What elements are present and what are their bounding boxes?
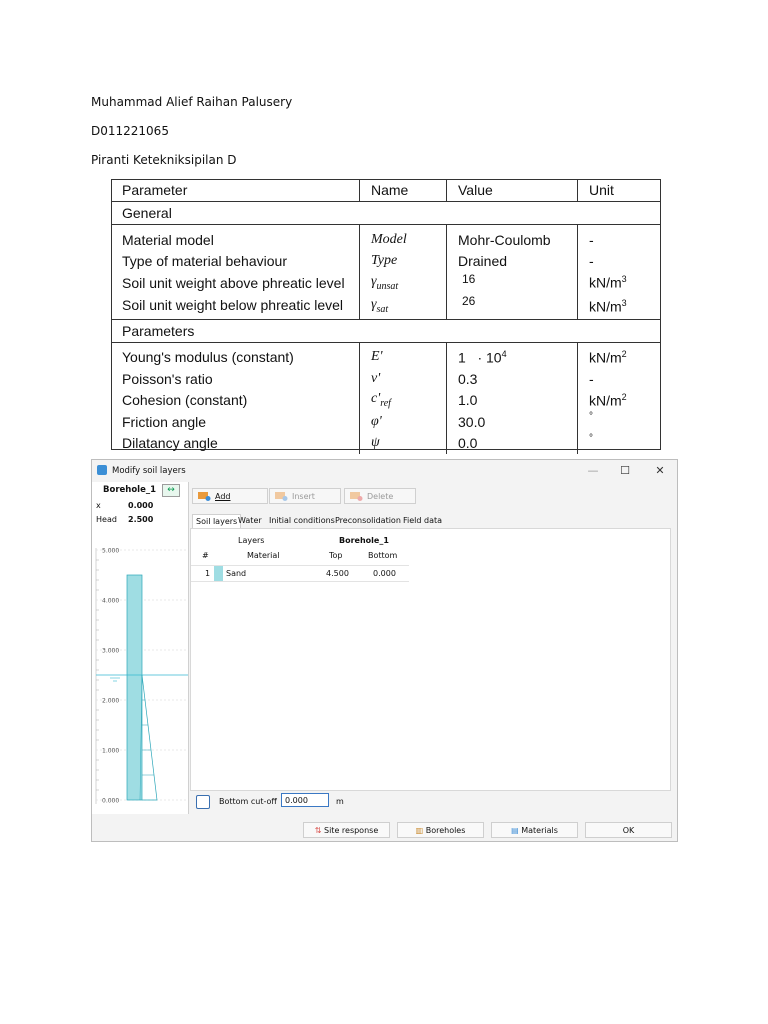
param-cell: Type of material behaviour <box>122 253 287 270</box>
name-subscript: sat <box>376 303 389 315</box>
axis-tick-label: 4.000 <box>102 597 120 605</box>
param-cell: Friction angle <box>122 413 207 430</box>
ok-button[interactable]: OK <box>585 822 672 838</box>
row-top[interactable]: 4.500 <box>326 569 349 578</box>
param-cell: Cohesion (constant) <box>122 392 248 409</box>
cutoff-label: Bottom cut-off <box>219 797 277 806</box>
table-row[interactable] <box>191 565 409 581</box>
group-layers: Layers <box>238 536 265 545</box>
value-cell: 0.0 <box>447 433 578 455</box>
value-cell <box>447 342 578 368</box>
name-symbol: γ <box>371 273 377 289</box>
name-cell: ψ <box>360 433 447 455</box>
maximize-icon[interactable]: ☐ <box>620 464 630 477</box>
section-general: General <box>111 202 660 225</box>
unit-text: kN/m <box>589 392 622 409</box>
value-text: 1 · 10 <box>458 349 502 366</box>
borehole-plot <box>92 544 188 814</box>
app-icon <box>97 465 107 475</box>
name-cell: Model <box>360 225 447 251</box>
boreholes-icon: ▥ <box>415 826 424 835</box>
value-cell: 26 <box>447 294 578 320</box>
grid-row-divider <box>191 581 409 582</box>
value-cell: 30.0 <box>447 411 578 433</box>
head-label: Head <box>96 515 117 524</box>
unit-sup: 2 <box>621 348 627 359</box>
site-response-button[interactable] <box>303 822 390 838</box>
name-symbol: c' <box>371 391 381 407</box>
borehole-pane <box>92 482 189 814</box>
unit-cell: ° <box>578 411 661 433</box>
cutoff-bar <box>190 791 669 813</box>
close-icon[interactable]: ✕ <box>655 464 665 477</box>
unit-cell: ° <box>578 433 661 455</box>
unit-cell <box>578 272 661 294</box>
delete-label: Delete <box>367 492 394 501</box>
value-sup: 4 <box>501 348 507 359</box>
unit-cell: - <box>578 251 661 273</box>
col-name: Name <box>360 179 447 202</box>
site-response-label: Site response <box>324 826 379 835</box>
name-subscript: ref <box>380 398 391 410</box>
unit-text: kN/m <box>589 298 622 315</box>
delete-layer-icon <box>350 492 363 501</box>
name-cell <box>360 294 447 320</box>
col-top: Top <box>329 551 343 560</box>
col-bottom: Bottom <box>368 551 398 560</box>
modify-soil-layers-dialog <box>91 459 678 842</box>
param-cell: Soil unit weight below phreatic level <box>111 294 360 320</box>
soil-layers-panel <box>190 528 671 791</box>
unit-text: kN/m <box>589 349 622 366</box>
unit-sup: 3 <box>621 274 627 285</box>
materials-button[interactable] <box>491 822 578 838</box>
axis-tick-label: 3.000 <box>102 647 120 655</box>
x-value[interactable]: 0.000 <box>128 501 154 510</box>
head-value[interactable]: 2.500 <box>128 515 154 524</box>
bottom-cutoff-checkbox[interactable] <box>196 795 210 809</box>
unit-cell: - <box>578 368 661 390</box>
pressure-triangle <box>142 675 157 800</box>
tab-preconsolidation[interactable]: Preconsolidation <box>335 516 401 525</box>
add-label: Add <box>215 492 231 501</box>
move-borehole-icon[interactable]: ↔ <box>162 484 180 497</box>
author-name: Muhammad Alief Raihan Palusery <box>91 95 293 109</box>
materials-icon: ▤ <box>511 826 519 835</box>
unit-text: kN/m <box>589 275 622 292</box>
boreholes-label: Boreholes <box>425 826 466 835</box>
student-id: D011221065 <box>91 124 169 138</box>
water-pressure-diagram <box>140 675 157 800</box>
name-subscript: unsat <box>376 280 399 292</box>
tab-soil-layers[interactable]: Soil layers <box>192 514 241 529</box>
col-parameter: Parameter <box>111 179 360 202</box>
name-cell: ν' <box>360 368 447 390</box>
axis-tick-label: 2.000 <box>102 697 120 705</box>
col-material: Material <box>247 551 280 560</box>
value-cell: Mohr-Coulomb <box>447 225 578 251</box>
boreholes-button[interactable] <box>397 822 484 838</box>
dialog-title: Modify soil layers <box>112 466 186 476</box>
tab-field-data[interactable]: Field data <box>403 516 443 525</box>
axis-tick-label: 1.000 <box>102 747 120 755</box>
unit-cell <box>578 390 661 412</box>
unit-sup: 2 <box>621 391 627 402</box>
value-cell: Drained <box>447 251 578 273</box>
value-cell: 16 <box>447 272 578 294</box>
title-bar <box>92 460 677 482</box>
head-row <box>96 515 154 524</box>
tab-water[interactable]: Water <box>238 516 262 525</box>
tab-initial-conditions[interactable]: Initial conditions <box>269 516 335 525</box>
name-symbol: γ <box>371 297 377 313</box>
add-button[interactable] <box>192 488 268 504</box>
name-cell <box>360 272 447 294</box>
x-label: x <box>96 501 101 510</box>
material-color-swatch <box>214 566 223 581</box>
insert-layer-icon <box>275 492 288 501</box>
materials-label: Materials <box>521 826 558 835</box>
minimize-icon[interactable]: — <box>587 464 599 477</box>
value-cell: 1.0 <box>447 390 578 412</box>
name-cell: Type <box>360 251 447 273</box>
name-cell: E' <box>360 342 447 368</box>
col-value: Value <box>447 179 578 202</box>
delete-button[interactable] <box>344 488 416 504</box>
soil-layer-column[interactable] <box>127 575 142 800</box>
col-number: # <box>202 551 209 560</box>
param-cell: Young's modulus (constant) <box>122 349 294 366</box>
unit-cell <box>578 294 661 320</box>
col-unit: Unit <box>578 179 661 202</box>
borehole-name: Borehole_1 <box>103 485 157 495</box>
parameter-table <box>111 179 660 454</box>
param-cell: Poisson's ratio <box>122 370 213 387</box>
water-level-icon <box>110 678 120 681</box>
unit-cell <box>578 342 661 368</box>
axis-tick-label: 5.000 <box>102 547 120 555</box>
group-borehole: Borehole_1 <box>339 536 389 545</box>
row-number: 1 <box>205 569 211 578</box>
site-response-icon: ⇅ <box>314 826 322 835</box>
row-material[interactable]: Sand <box>226 569 247 578</box>
cutoff-unit: m <box>336 797 344 806</box>
name-cell <box>360 390 447 412</box>
insert-label: Insert <box>292 492 315 501</box>
unit-sup: 3 <box>621 297 627 308</box>
axis-tick-label: 0.000 <box>102 797 120 805</box>
insert-button[interactable] <box>269 488 341 504</box>
section-parameters: Parameters <box>111 319 660 342</box>
value-cell: 0.3 <box>447 368 578 390</box>
x-row <box>96 501 154 510</box>
row-bottom[interactable]: 0.000 <box>373 569 396 578</box>
unit-cell: - <box>578 225 661 251</box>
name-cell: φ' <box>360 411 447 433</box>
course-name: Piranti Ketekniksipilan D <box>91 153 237 167</box>
add-layer-icon <box>198 492 211 501</box>
param-cell: Dilatancy angle <box>122 435 218 452</box>
param-cell: Soil unit weight above phreatic level <box>122 274 345 291</box>
param-cell: Material model <box>122 231 214 248</box>
cutoff-input[interactable]: 0.000 <box>281 793 329 807</box>
